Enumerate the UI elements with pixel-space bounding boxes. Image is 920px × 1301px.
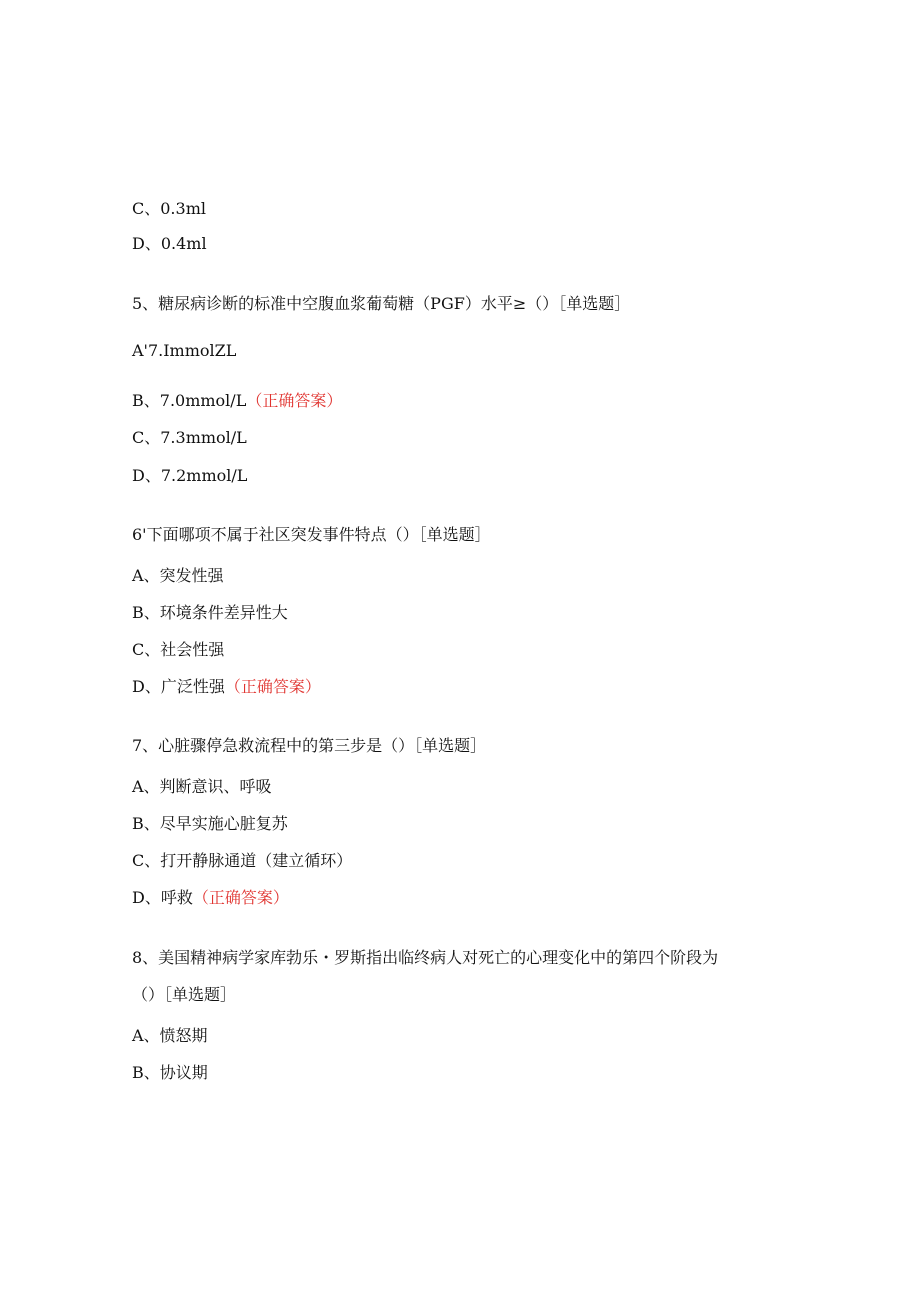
q8-option-b: B、协议期 [132,1063,208,1082]
correct-answer-mark: （正确答案） [224,677,321,696]
q7-option-a: A、判断意识、呼吸 [132,777,272,796]
q5-option-b-text: B、7.0mmol∕L [132,391,247,410]
q6-option-a: A、突发性强 [132,566,224,585]
q5-option-a: A'7.ImmolZL [132,341,237,360]
correct-answer-mark: （正确答案） [246,391,343,410]
q8-question-line2: （）［单选题］ [132,985,237,1004]
q7-question: 7、心脏骤停急救流程中的第三步是（）［单选题］ [132,736,487,755]
q6-option-d-text: D、广泛性强 [132,677,225,696]
q5-option-c: C、7.3mmol∕L [132,428,247,447]
q7-option-b: B、尽早实施心脏复苏 [132,814,288,833]
q5-question: 5、糖尿病诊断的标准中空腹血浆葡萄糖（PGF）水平≥（）［单选题］ [132,294,631,313]
q5-option-b [132,391,342,411]
correct-answer-mark: （正确答案） [192,888,289,907]
q7-option-c: C、打开静脉通道（建立循环） [132,851,353,870]
q4-option-d: D、0.4ml [132,234,207,253]
q4-option-c: C、0.3ml [132,199,206,218]
q6-option-b: B、环境条件差异性大 [132,603,288,622]
q8-option-a: A、愤怒期 [132,1026,208,1045]
q6-option-c: C、社会性强 [132,640,225,659]
q7-option-d-text: D、呼救 [132,888,193,907]
q6-question: 6'下面哪项不属于社区突发事件特点（）［单选题］ [132,525,491,544]
q6-option-d [132,677,321,697]
q5-option-d: D、7.2mmol∕L [132,466,248,485]
q8-question-line1: 8、美国精神病学家库勃乐・罗斯指出临终病人对死亡的心理变化中的第四个阶段为 [132,948,719,967]
q7-option-d [132,888,289,908]
